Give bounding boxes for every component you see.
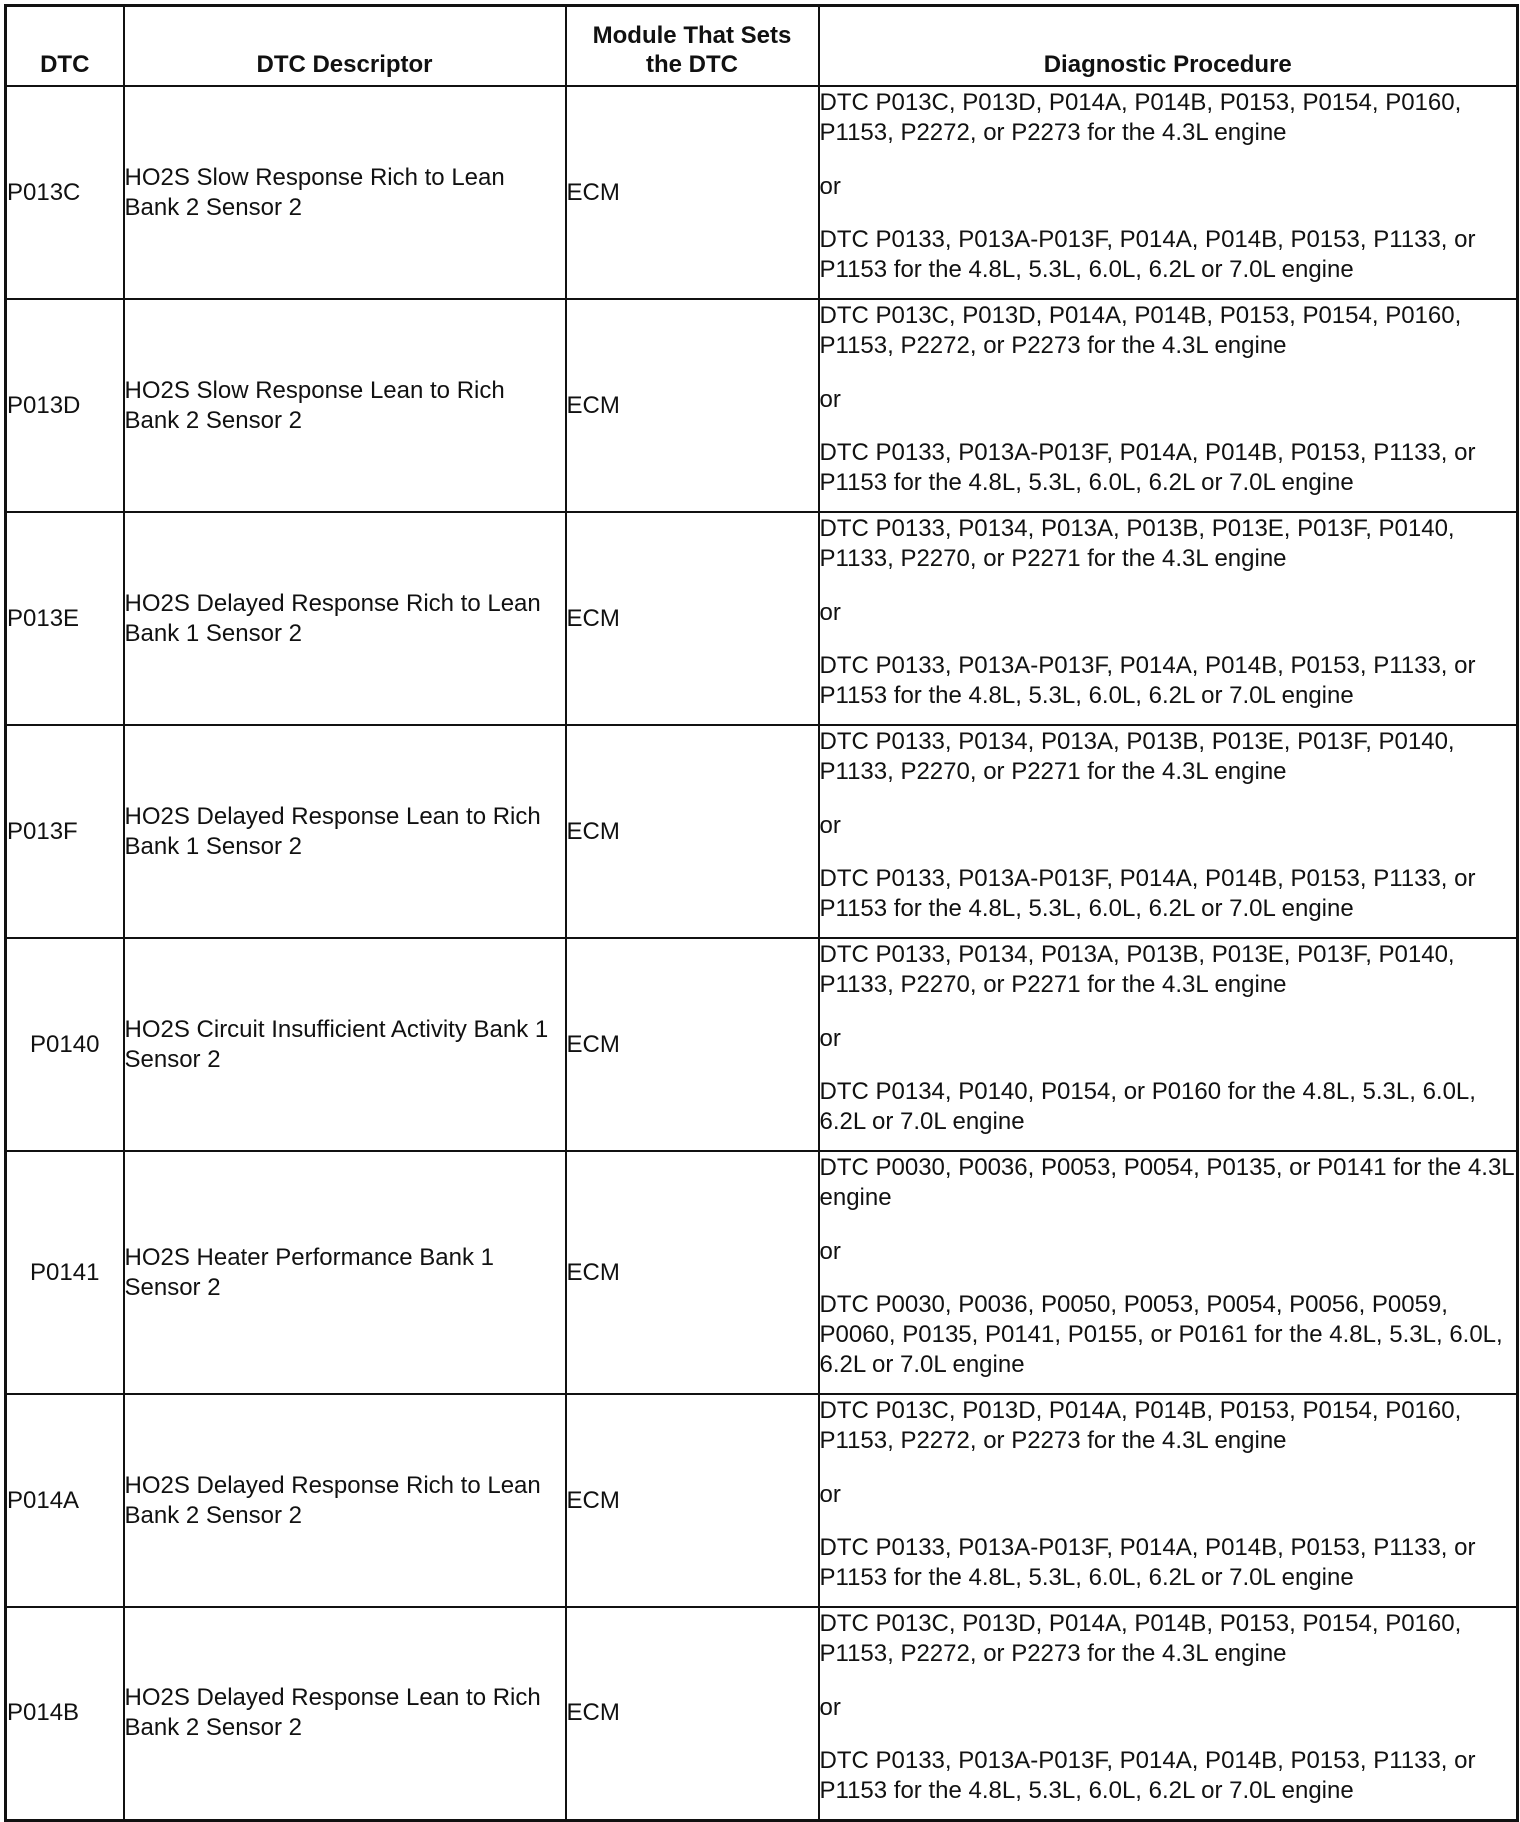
module-name: ECM — [566, 512, 819, 725]
procedure-alternate: DTC P0133, P013A-P013F, P014A, P014B, P0153, P1133, or P1153 for the 4.8L, 5.3L, 6.0L, 6.2L or 7.0L engine — [819, 439, 1476, 496]
dtc-descriptor: HO2S Heater Performance Bank 1 Sensor 2 — [124, 1151, 566, 1394]
diagnostic-procedure — [819, 86, 1518, 299]
procedure-alternate: DTC P0134, P0140, P0154, or P0160 for the 4.8L, 5.3L, 6.0L, 6.2L or 7.0L engine — [819, 1078, 1476, 1135]
procedure-primary: DTC P0133, P0134, P013A, P013B, P013E, P013F, P0140, P1133, P2270, or P2271 for the 4.3L engine — [819, 515, 1455, 572]
table-row — [6, 86, 1518, 299]
procedure-primary: DTC P0133, P0134, P013A, P013B, P013E, P013F, P0140, P1133, P2270, or P2271 for the 4.3L engine — [819, 728, 1455, 785]
procedure-alternate: DTC P0133, P013A-P013F, P014A, P014B, P0153, P1133, or P1153 for the 4.8L, 5.3L, 6.0L, 6.2L or 7.0L engine — [819, 226, 1476, 283]
module-name: ECM — [566, 938, 819, 1151]
diagnostic-procedure — [819, 1607, 1518, 1820]
procedure-primary: DTC P013C, P013D, P014A, P014B, P0153, P0154, P0160, P1153, P2272, or P2273 for the 4.3L engine — [819, 1397, 1462, 1454]
procedure-primary: DTC P0133, P0134, P013A, P013B, P013E, P013F, P0140, P1133, P2270, or P2271 for the 4.3L engine — [819, 941, 1455, 998]
table-row — [6, 938, 1518, 1151]
procedure-alternate: DTC P0133, P013A-P013F, P014A, P014B, P0153, P1133, or P1153 for the 4.8L, 5.3L, 6.0L, 6.2L or 7.0L engine — [819, 1534, 1476, 1591]
diagnostic-procedure — [819, 299, 1518, 512]
procedure-or: or — [819, 1481, 841, 1508]
document-page — [4, 4, 1516, 1822]
dtc-descriptor: HO2S Delayed Response Rich to Lean Bank 2 Sensor 2 — [124, 1394, 566, 1607]
module-name: ECM — [566, 1394, 819, 1607]
header-descriptor: DTC Descriptor — [124, 6, 566, 87]
module-name: ECM — [566, 1607, 819, 1820]
procedure-or: or — [819, 386, 841, 413]
table-body — [6, 86, 1518, 1820]
module-name: ECM — [566, 725, 819, 938]
header-module: Module That Sets the DTC — [566, 6, 819, 87]
procedure-primary: DTC P013C, P013D, P014A, P014B, P0153, P0154, P0160, P1153, P2272, or P2273 for the 4.3L engine — [819, 89, 1462, 146]
procedure-alternate: DTC P0133, P013A-P013F, P014A, P014B, P0153, P1133, or P1153 for the 4.8L, 5.3L, 6.0L, 6.2L or 7.0L engine — [819, 1747, 1476, 1804]
table-row — [6, 1607, 1518, 1820]
procedure-primary: DTC P013C, P013D, P014A, P014B, P0153, P0154, P0160, P1153, P2272, or P2273 for the 4.3L engine — [819, 302, 1462, 359]
dtc-code: P0140 — [6, 938, 124, 1151]
header-dtc: DTC — [6, 6, 124, 87]
module-name: ECM — [566, 1151, 819, 1394]
procedure-alternate: DTC P0133, P013A-P013F, P014A, P014B, P0153, P1133, or P1153 for the 4.8L, 5.3L, 6.0L, 6.2L or 7.0L engine — [819, 865, 1476, 922]
table-row — [6, 1151, 1518, 1394]
header-row — [6, 6, 1518, 87]
dtc-code: P014A — [6, 1394, 124, 1607]
procedure-or: or — [819, 599, 841, 626]
dtc-code: P013E — [6, 512, 124, 725]
dtc-descriptor: HO2S Delayed Response Rich to Lean Bank 1 Sensor 2 — [124, 512, 566, 725]
procedure-or: or — [819, 812, 841, 839]
table-row — [6, 725, 1518, 938]
dtc-code: P013F — [6, 725, 124, 938]
dtc-table — [4, 4, 1519, 1822]
diagnostic-procedure — [819, 938, 1518, 1151]
table-header — [6, 6, 1518, 87]
procedure-primary: DTC P0030, P0036, P0053, P0054, P0135, or P0141 for the 4.3L engine — [819, 1154, 1514, 1211]
dtc-code: P0141 — [6, 1151, 124, 1394]
procedure-alternate: DTC P0030, P0036, P0050, P0053, P0054, P0056, P0059, P0060, P0135, P0141, P0155, or P0161 for the 4.8L, 5.3L, 6.0L, 6.2L or 7.0L engine — [819, 1291, 1503, 1378]
procedure-or: or — [819, 173, 841, 200]
procedure-alternate: DTC P0133, P013A-P013F, P014A, P014B, P0153, P1133, or P1153 for the 4.8L, 5.3L, 6.0L, 6.2L or 7.0L engine — [819, 652, 1476, 709]
table-row — [6, 299, 1518, 512]
table-row — [6, 1394, 1518, 1607]
procedure-or: or — [819, 1238, 841, 1265]
table-row — [6, 512, 1518, 725]
dtc-code: P013C — [6, 86, 124, 299]
dtc-code: P014B — [6, 1607, 124, 1820]
module-name: ECM — [566, 86, 819, 299]
procedure-or: or — [819, 1694, 841, 1721]
diagnostic-procedure — [819, 725, 1518, 938]
diagnostic-procedure — [819, 1151, 1518, 1394]
dtc-descriptor: HO2S Circuit Insufficient Activity Bank 1 Sensor 2 — [124, 938, 566, 1151]
dtc-descriptor: HO2S Delayed Response Lean to Rich Bank 2 Sensor 2 — [124, 1607, 566, 1820]
procedure-or: or — [819, 1025, 841, 1052]
diagnostic-procedure — [819, 1394, 1518, 1607]
module-name: ECM — [566, 299, 819, 512]
header-procedure: Diagnostic Procedure — [819, 6, 1518, 87]
dtc-descriptor: HO2S Slow Response Lean to Rich Bank 2 Sensor 2 — [124, 299, 566, 512]
procedure-primary: DTC P013C, P013D, P014A, P014B, P0153, P0154, P0160, P1153, P2272, or P2273 for the 4.3L engine — [819, 1610, 1462, 1667]
dtc-descriptor: HO2S Slow Response Rich to Lean Bank 2 Sensor 2 — [124, 86, 566, 299]
dtc-code: P013D — [6, 299, 124, 512]
diagnostic-procedure — [819, 512, 1518, 725]
dtc-descriptor: HO2S Delayed Response Lean to Rich Bank 1 Sensor 2 — [124, 725, 566, 938]
